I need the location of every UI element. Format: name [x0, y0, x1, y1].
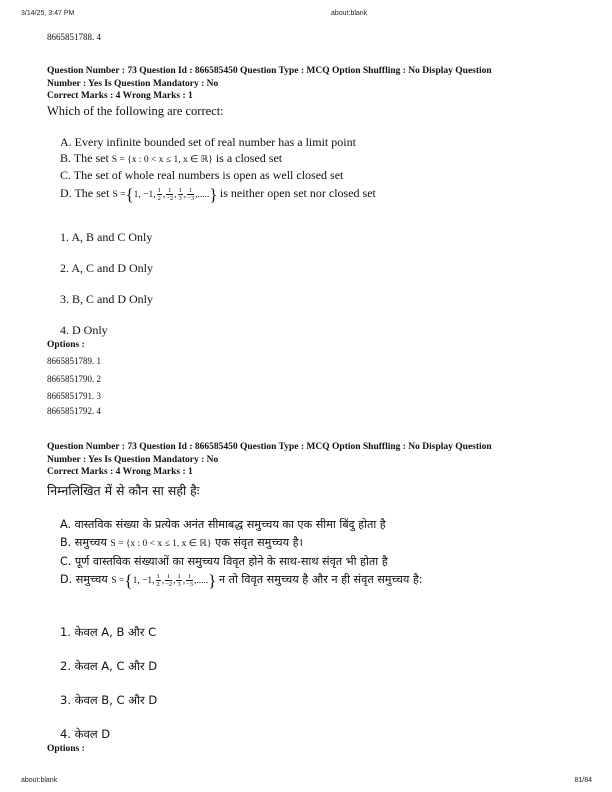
- q2-meta-line2: Number : Yes Is Question Mandatory : No: [47, 454, 219, 465]
- q1-statement-b-text: is a closed set: [215, 150, 283, 165]
- q2-statement-a: A. वास्तविक संख्या के प्रत्येक अनंत सीमाबद्ध समुच्चय का एक सीमा बिंदु होता है: [60, 518, 386, 531]
- q2-options-label: Options :: [47, 744, 85, 754]
- q1-marks: Correct Marks : 4 Wrong Marks : 1: [47, 91, 193, 101]
- q2-set-d: S ={1, −1, $\frac{1}{2}$ , $\frac{1}{-2}$ , $\frac{1}{3}$ , $\frac{1}{-3}$ ,.....}: [111, 570, 217, 590]
- fraction: $\frac{1}{2}$: [157, 186, 161, 202]
- q1-statements: [60, 135, 560, 203]
- q1-meta-line1: Question Number : 73 Question Id : 866585450 Question Type : MCQ Option Shuffling : No Display Question: [47, 66, 492, 76]
- q1-option-1[interactable]: 1. A, B and C Only: [60, 230, 153, 244]
- fraction: $\frac{1}{-2}$: [165, 572, 173, 588]
- q1-set-d: S ={1, −1, $\frac{1}{2}$ , $\frac{1}{-2}$ , $\frac{1}{3}$ , $\frac{1}{-3}$ ,.....}: [112, 184, 218, 204]
- q2-set-d-first: 1, −1,: [132, 575, 155, 586]
- q2-statement-d: [60, 571, 575, 591]
- q2-statement-d-text: न तो विवृत समुच्चय है और न ही संवृत समुच्चय है:: [218, 572, 423, 586]
- q2-option-3[interactable]: 3. केवल B, C और D: [60, 693, 158, 707]
- q1-statement-c: C. The set of whole real numbers is open as well closed set: [60, 168, 344, 182]
- q2-marks: Correct Marks : 4 Wrong Marks : 1: [47, 467, 193, 477]
- fraction: $\frac{1}{3}$: [177, 572, 181, 588]
- q2-set-d-lhs: S =: [111, 575, 125, 586]
- q1-statement-d-label: D. The set: [60, 185, 110, 200]
- q2-statement-d-label: D. समुच्चय: [60, 572, 108, 586]
- left-brace-icon: {: [125, 184, 134, 204]
- q1-option-3[interactable]: 3. B, C and D Only: [60, 292, 153, 306]
- fraction: $\frac{1}{2}$: [156, 572, 160, 588]
- footer-url[interactable]: about:blank: [21, 777, 58, 784]
- q2-statements: [60, 516, 575, 590]
- q1-option-4[interactable]: 4. D Only: [60, 323, 108, 337]
- q2-meta: [47, 441, 572, 479]
- print-title: about:blank: [331, 10, 368, 17]
- q1-statement-a: A. Every infinite bounded set of real number has a limit point: [60, 135, 356, 149]
- q2-option-2[interactable]: 2. केवल A, C और D: [60, 659, 158, 673]
- page-number: 81/84: [574, 777, 592, 784]
- q1-meta: [47, 65, 572, 103]
- q2-statement-b: [60, 534, 575, 554]
- q2-option-1[interactable]: 1. केवल A, B और C: [60, 625, 157, 639]
- print-datetime: 3/14/25, 3:47 PM: [21, 10, 75, 17]
- q1-statement-d: [60, 186, 560, 204]
- q1-set-d-end: ,.....: [195, 189, 210, 200]
- q2-statement-b-text: एक संवृत समुच्चय है।: [215, 535, 303, 549]
- q1-options-label: Options :: [47, 340, 85, 350]
- prev-option-id: 8665851788. 4: [47, 32, 101, 42]
- q1-option-id-4: 8665851792. 4: [47, 406, 101, 416]
- right-brace-icon: }: [208, 570, 217, 590]
- q1-statement-d-text: is neither open set nor closed set: [219, 185, 376, 200]
- left-brace-icon: {: [124, 570, 133, 590]
- q2-statement-b-label: B. समुच्चय: [60, 535, 107, 549]
- q2-statement-b-set: S = {x : 0 < x ≤ 1, x ∈ ℝ}: [110, 538, 212, 549]
- fraction: $\frac{1}{3}$: [178, 186, 182, 202]
- q2-meta-line1: Question Number : 73 Question Id : 866585450 Question Type : MCQ Option Shuffling : No Display Question: [47, 442, 492, 452]
- q1-statement-b-label: B. The set: [60, 150, 109, 165]
- q1-option-id-1: 8665851789. 1: [47, 356, 101, 366]
- right-brace-icon: }: [209, 184, 218, 204]
- q2-set-d-end: ,.....: [194, 575, 209, 586]
- q1-option-id-2: 8665851790. 2: [47, 374, 101, 384]
- fraction: $\frac{1}{-2}$: [166, 186, 174, 202]
- q2-question: निम्नलिखित में से कौन सा सही हैः: [47, 483, 200, 498]
- fraction: $\frac{1}{-3}$: [186, 572, 194, 588]
- q1-question: Which of the following are correct:: [47, 104, 224, 118]
- q1-option-2[interactable]: 2. A, C and D Only: [60, 261, 153, 275]
- fraction: $\frac{1}{-3}$: [187, 186, 195, 202]
- q1-set-d-lhs: S =: [112, 189, 126, 200]
- q2-option-4[interactable]: 4. केवल D: [60, 727, 111, 741]
- q1-option-id-3: 8665851791. 3: [47, 391, 101, 401]
- q1-meta-line2: Number : Yes Is Question Mandatory : No: [47, 78, 219, 89]
- q1-set-d-first: 1, −1,: [133, 189, 156, 200]
- q1-statement-b: [60, 151, 560, 169]
- q2-statement-c: C. पूर्ण वास्तविक संख्याओं का समुच्चय विवृत होने के साथ-साथ संवृत भी होता है: [60, 555, 388, 568]
- q1-statement-b-set: S = {x : 0 < x ≤ 1, x ∈ ℝ}: [111, 154, 213, 165]
